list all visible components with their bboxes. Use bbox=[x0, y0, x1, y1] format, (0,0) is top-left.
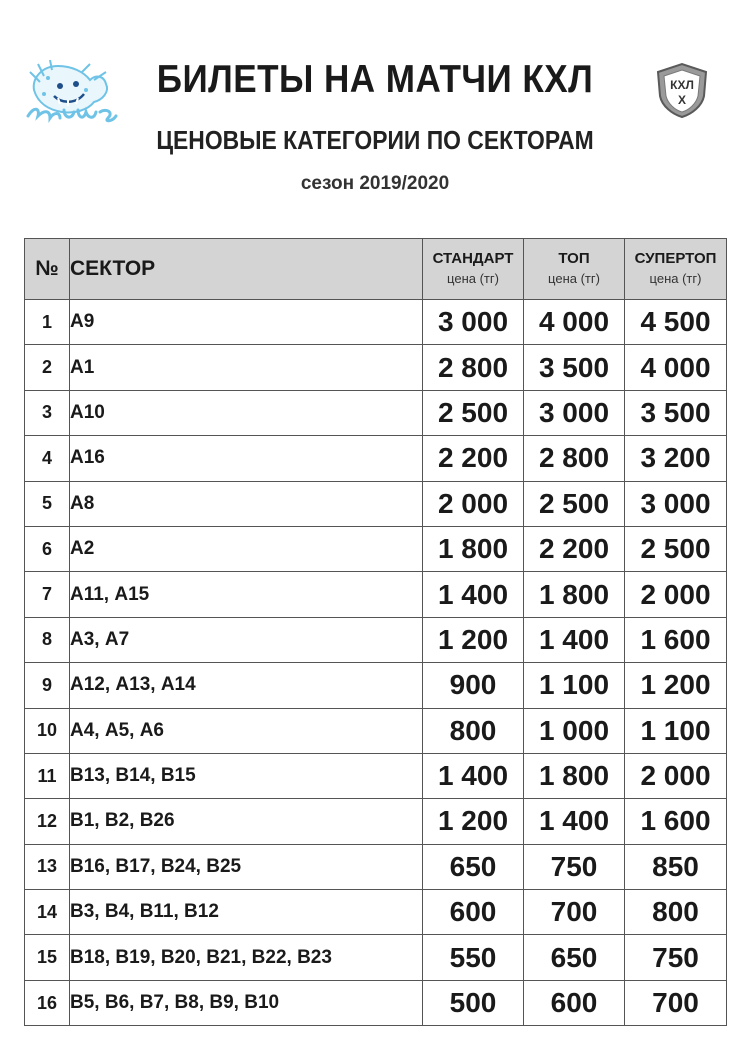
row-price-top: 2 500 bbox=[524, 481, 625, 526]
row-number: 5 bbox=[25, 481, 70, 526]
row-price-top: 1 800 bbox=[524, 572, 625, 617]
row-number: 7 bbox=[25, 572, 70, 617]
row-price-supertop: 800 bbox=[625, 890, 727, 935]
table-row bbox=[25, 526, 727, 571]
table-row bbox=[25, 617, 727, 662]
row-number: 10 bbox=[25, 708, 70, 753]
row-number: 16 bbox=[25, 980, 70, 1025]
page-subtitle: ЦЕНОВЫЕ КАТЕГОРИИ ПО СЕКТОРАМ bbox=[156, 125, 594, 155]
row-price-standard: 2 200 bbox=[423, 436, 524, 481]
table-row bbox=[25, 390, 727, 435]
row-sector: В18, В19, В20, В21, В22, В23 bbox=[70, 935, 423, 980]
row-price-supertop: 1 600 bbox=[625, 617, 727, 662]
row-price-supertop: 3 500 bbox=[625, 390, 727, 435]
column-header-supertop-unit: цена (тг) bbox=[649, 271, 702, 286]
row-price-standard: 900 bbox=[423, 663, 524, 708]
table-row bbox=[25, 753, 727, 798]
row-price-top: 700 bbox=[524, 890, 625, 935]
row-price-standard: 1 200 bbox=[423, 617, 524, 662]
row-number: 3 bbox=[25, 390, 70, 435]
row-sector: А1 bbox=[70, 345, 423, 390]
table-row bbox=[25, 799, 727, 844]
row-price-top: 1 400 bbox=[524, 617, 625, 662]
row-price-top: 750 bbox=[524, 844, 625, 889]
column-header-number: № bbox=[25, 239, 70, 300]
row-price-supertop: 2 000 bbox=[625, 572, 727, 617]
table-header-row bbox=[25, 239, 727, 300]
row-price-top: 4 000 bbox=[524, 300, 625, 345]
row-price-top: 1 000 bbox=[524, 708, 625, 753]
price-table bbox=[24, 238, 727, 1026]
row-sector: А2 bbox=[70, 526, 423, 571]
column-header-standard-label: СТАНДАРТ bbox=[432, 250, 514, 267]
row-number: 1 bbox=[25, 300, 70, 345]
column-header-top-unit: цена (тг) bbox=[548, 271, 600, 286]
svg-text:Х: Х bbox=[677, 93, 687, 107]
row-number: 6 bbox=[25, 526, 70, 571]
page-title: БИЛЕТЫ НА МАТЧИ КХЛ bbox=[156, 58, 594, 101]
row-price-supertop: 1 200 bbox=[625, 663, 727, 708]
row-number: 4 bbox=[25, 436, 70, 481]
row-sector: В13, В14, В15 bbox=[70, 753, 423, 798]
table-row bbox=[25, 980, 727, 1025]
row-price-top: 3 500 bbox=[524, 345, 625, 390]
column-header-standard bbox=[423, 239, 524, 300]
row-sector: В5, В6, В7, В8, В9, В10 bbox=[70, 980, 423, 1025]
row-number: 14 bbox=[25, 890, 70, 935]
row-price-standard: 2 800 bbox=[423, 345, 524, 390]
row-price-supertop: 4 000 bbox=[625, 345, 727, 390]
row-sector: А4, А5, А6 bbox=[70, 708, 423, 753]
row-sector: А9 bbox=[70, 300, 423, 345]
column-header-supertop bbox=[625, 239, 727, 300]
row-sector: А3, А7 bbox=[70, 617, 423, 662]
row-price-standard: 3 000 bbox=[423, 300, 524, 345]
column-header-top bbox=[524, 239, 625, 300]
row-sector: В16, В17, В24, В25 bbox=[70, 844, 423, 889]
row-price-top: 2 200 bbox=[524, 526, 625, 571]
row-price-standard: 600 bbox=[423, 890, 524, 935]
row-number: 13 bbox=[25, 844, 70, 889]
row-sector: А10 bbox=[70, 390, 423, 435]
table-row bbox=[25, 890, 727, 935]
table-row bbox=[25, 300, 727, 345]
row-number: 8 bbox=[25, 617, 70, 662]
row-sector: А16 bbox=[70, 436, 423, 481]
row-number: 2 bbox=[25, 345, 70, 390]
row-sector: А8 bbox=[70, 481, 423, 526]
row-price-standard: 800 bbox=[423, 708, 524, 753]
column-header-standard-unit: цена (тг) bbox=[447, 271, 499, 286]
column-header-top-label: ТОП bbox=[558, 250, 590, 267]
row-price-supertop: 1 600 bbox=[625, 799, 727, 844]
table-row bbox=[25, 481, 727, 526]
table-row bbox=[25, 844, 727, 889]
row-price-supertop: 1 100 bbox=[625, 708, 727, 753]
row-price-top: 1 100 bbox=[524, 663, 625, 708]
row-price-supertop: 2 000 bbox=[625, 753, 727, 798]
column-header-supertop-label: СУПЕРТОП bbox=[634, 250, 717, 267]
row-price-standard: 550 bbox=[423, 935, 524, 980]
row-price-supertop: 700 bbox=[625, 980, 727, 1025]
row-price-standard: 2 000 bbox=[423, 481, 524, 526]
row-number: 15 bbox=[25, 935, 70, 980]
table-row bbox=[25, 663, 727, 708]
row-price-top: 1 800 bbox=[524, 753, 625, 798]
row-price-standard: 500 bbox=[423, 980, 524, 1025]
row-price-supertop: 2 500 bbox=[625, 526, 727, 571]
row-price-standard: 1 400 bbox=[423, 753, 524, 798]
row-price-supertop: 750 bbox=[625, 935, 727, 980]
row-price-supertop: 4 500 bbox=[625, 300, 727, 345]
row-price-standard: 1 800 bbox=[423, 526, 524, 571]
table-row bbox=[25, 572, 727, 617]
row-price-supertop: 850 bbox=[625, 844, 727, 889]
row-sector: А12, А13, А14 bbox=[70, 663, 423, 708]
row-number: 12 bbox=[25, 799, 70, 844]
row-price-top: 600 bbox=[524, 980, 625, 1025]
row-price-standard: 650 bbox=[423, 844, 524, 889]
column-header-sector: СЕКТОР bbox=[70, 239, 423, 300]
row-price-standard: 2 500 bbox=[423, 390, 524, 435]
table-row bbox=[25, 708, 727, 753]
table-row bbox=[25, 436, 727, 481]
table-row bbox=[25, 935, 727, 980]
row-price-supertop: 3 000 bbox=[625, 481, 727, 526]
row-sector: А11, А15 bbox=[70, 572, 423, 617]
row-price-top: 650 bbox=[524, 935, 625, 980]
table-row bbox=[25, 345, 727, 390]
row-price-top: 2 800 bbox=[524, 436, 625, 481]
row-price-supertop: 3 200 bbox=[625, 436, 727, 481]
row-price-top: 3 000 bbox=[524, 390, 625, 435]
row-price-top: 1 400 bbox=[524, 799, 625, 844]
row-price-standard: 1 400 bbox=[423, 572, 524, 617]
row-sector: В1, В2, В26 bbox=[70, 799, 423, 844]
row-number: 9 bbox=[25, 663, 70, 708]
row-price-standard: 1 200 bbox=[423, 799, 524, 844]
season-label: сезон 2019/2020 bbox=[300, 173, 450, 194]
row-sector: В3, В4, В11, В12 bbox=[70, 890, 423, 935]
row-number: 11 bbox=[25, 753, 70, 798]
svg-text:КХЛ: КХЛ bbox=[670, 78, 694, 92]
